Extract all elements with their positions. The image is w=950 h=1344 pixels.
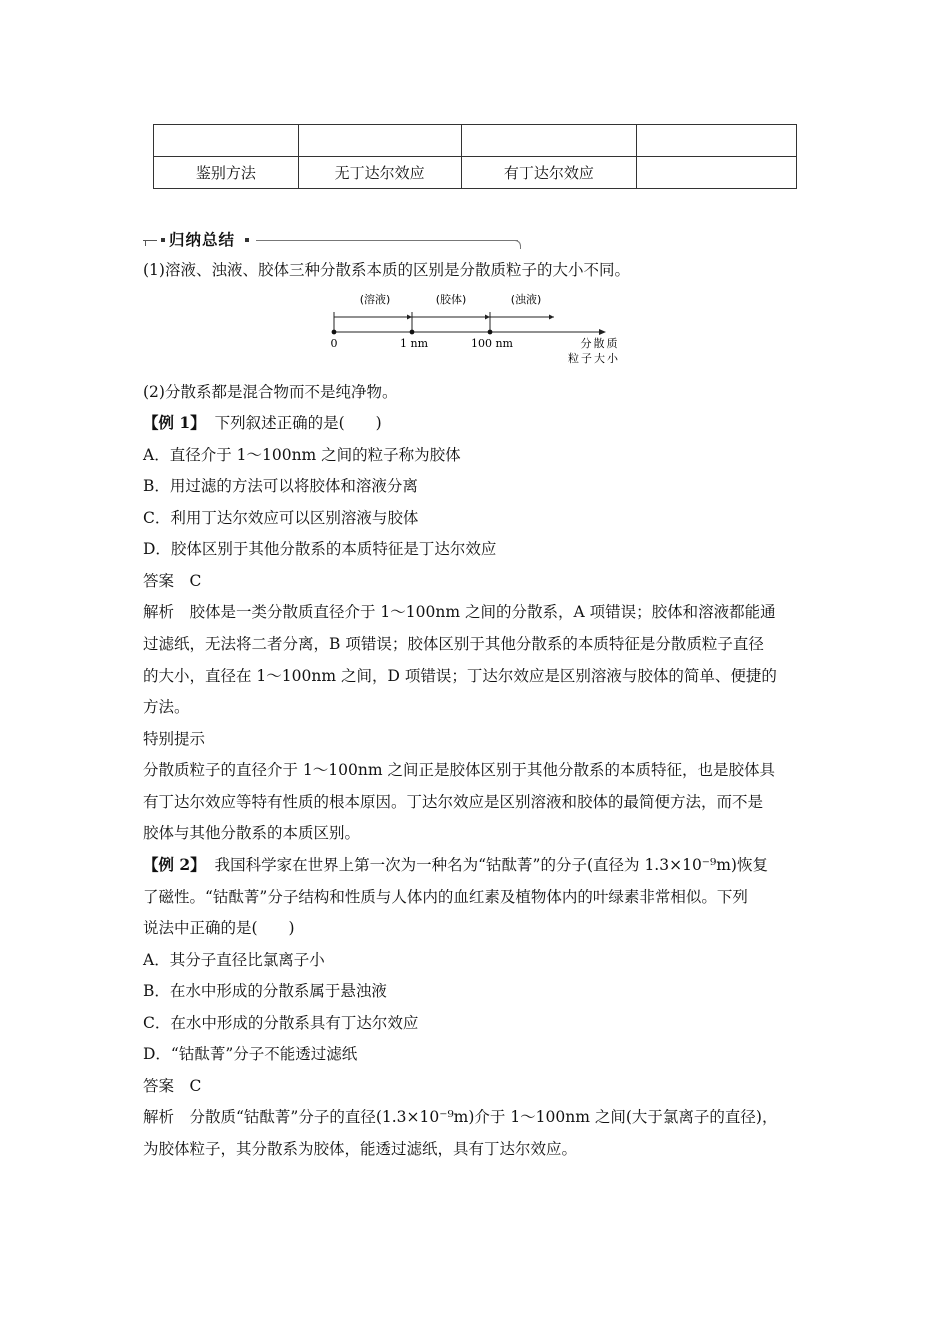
table-row	[154, 125, 797, 157]
table-cell	[298, 125, 461, 157]
axis-point	[410, 330, 415, 335]
example-tag: 【例 2】	[143, 855, 206, 874]
table-cell	[154, 125, 299, 157]
table-cell: 有丁达尔效应	[461, 157, 637, 189]
example-2-question	[143, 853, 768, 875]
arrow-head-icon	[407, 315, 412, 320]
tick-label: 1 nm	[399, 337, 429, 350]
label-solution: (溶液)	[359, 293, 391, 306]
tick-label: 100 nm	[470, 337, 514, 350]
table-row	[154, 157, 797, 189]
example-1-question	[143, 411, 382, 433]
question-text: 了磁性。“钴酞菁”分子结构和性质与人体内的血红素及植物体内的叶绿素非常相似。下列	[143, 888, 748, 906]
answer: 答案 C	[143, 1077, 202, 1095]
tip-line: 胶体与其他分散系的本质区别。	[143, 824, 361, 842]
option: A．直径介于 1～100nm 之间的粒子称为胶体	[143, 446, 461, 464]
option: A．其分子直径比氯离子小	[143, 951, 325, 969]
label-suspension: (浊液)	[510, 293, 542, 306]
analysis-line: 为胶体粒子，其分散系为胶体，能透过滤纸，具有丁达尔效应。	[143, 1140, 578, 1158]
summary-point-2: (2)分散系都是混合物而不是纯净物。	[143, 383, 398, 401]
arrow-head-icon	[485, 315, 490, 320]
analysis-line: 解析 胶体是一类分散质直径介于 1～100nm 之间的分散系，A 项错误；胶体和溶液都能通	[143, 603, 776, 621]
label-colloid: (胶体)	[435, 293, 467, 306]
option: B．在水中形成的分散系属于悬浊液	[143, 982, 387, 1000]
axis-point	[488, 330, 493, 335]
heading-square-icon	[161, 238, 165, 242]
table-cell	[637, 125, 797, 157]
comparison-table	[153, 124, 797, 189]
analysis-line: 解析 分散质“钴酞菁”分子的直径(1.3×10⁻⁹m)介于 1～100nm 之间(大于氯离子的直径)，	[143, 1108, 778, 1126]
analysis-line: 过滤纸，无法将二者分离，B 项错误；胶体区别于其他分散系的本质特征是分散质粒子直径	[143, 635, 764, 653]
arrow-head-icon	[549, 315, 554, 320]
option: D．“钴酞菁”分子不能透过滤纸	[143, 1045, 358, 1063]
question-text: 下列叙述正确的是( )	[214, 414, 382, 432]
axis-label: 粒子大小	[568, 352, 620, 365]
analysis-line: 方法。	[143, 698, 190, 716]
question-text: 说法中正确的是( )	[143, 919, 295, 937]
summary-title: 归纳总结	[169, 231, 236, 249]
heading-corner	[512, 240, 521, 249]
axis-point	[332, 330, 337, 335]
table-cell: 鉴别方法	[154, 157, 299, 189]
tick-label: 0	[330, 337, 338, 350]
table-cell	[637, 157, 797, 189]
option: C．利用丁达尔效应可以区别溶液与胶体	[143, 509, 419, 527]
option: C．在水中形成的分散系具有丁达尔效应	[143, 1014, 419, 1032]
answer: 答案 C	[143, 572, 202, 590]
summary-heading	[143, 228, 521, 248]
heading-decoration	[145, 240, 148, 246]
tip-line: 分散质粒子的直径介于 1～100nm 之间正是胶体区别于其他分散系的本质特征，也是胶体具	[143, 761, 775, 779]
table-cell	[461, 125, 637, 157]
particle-size-diagram	[322, 288, 632, 366]
question-text: 我国科学家在世界上第一次为一种名为“钴酞菁”的分子(直径为 1.3×10⁻⁹m)恢复	[214, 856, 768, 874]
analysis-line: 的大小，直径在 1～100nm 之间，D 项错误；丁达尔效应是区别溶液与胶体的简单、便捷的	[143, 667, 777, 685]
tip-line: 有丁达尔效应等特有性质的根本原因。丁达尔效应是区别溶液和胶体的最简便方法，而不是	[143, 793, 764, 811]
heading-rule	[256, 240, 518, 241]
option: B．用过滤的方法可以将胶体和溶液分离	[143, 477, 418, 495]
axis-arrow-icon	[599, 329, 606, 335]
summary-point-1: (1)溶液、浊液、胶体三种分散系本质的区别是分散质粒子的大小不同。	[143, 261, 630, 279]
example-tag: 【例 1】	[143, 413, 206, 432]
tip-title: 特别提示	[143, 730, 206, 748]
table-cell: 无丁达尔效应	[298, 157, 461, 189]
heading-square-icon	[245, 238, 249, 242]
axis-label: 分散质	[580, 337, 620, 350]
option: D．胶体区别于其他分散系的本质特征是丁达尔效应	[143, 540, 497, 558]
